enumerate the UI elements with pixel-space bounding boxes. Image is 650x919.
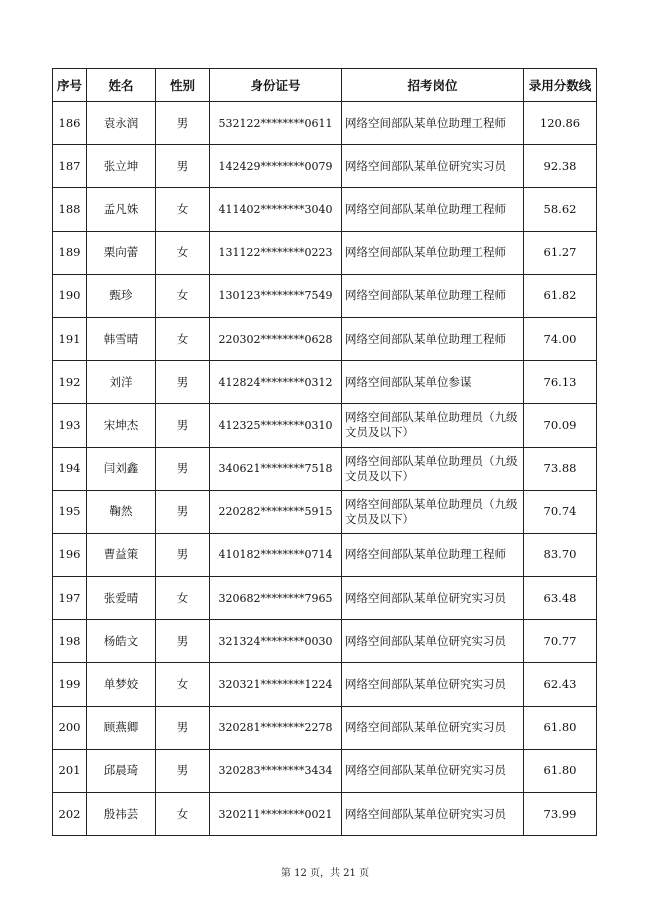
table-row — [53, 577, 597, 620]
row-position: 网络空间部队某单位研究实习员 — [342, 793, 524, 836]
row-gender: 男 — [156, 706, 210, 749]
row-index: 202 — [53, 793, 87, 836]
row-position: 网络空间部队某单位助理工程师 — [342, 188, 524, 231]
row-score-line: 61.80 — [524, 749, 597, 792]
row-id-number: 320281********2278 — [210, 706, 342, 749]
row-score-line: 74.00 — [524, 317, 597, 360]
row-gender: 女 — [156, 577, 210, 620]
row-id-number: 220282********5915 — [210, 490, 342, 533]
row-gender: 女 — [156, 317, 210, 360]
row-index: 200 — [53, 706, 87, 749]
header-gender: 性别 — [156, 69, 210, 102]
row-index: 199 — [53, 663, 87, 706]
row-name: 杨皓文 — [87, 620, 156, 663]
row-gender: 男 — [156, 533, 210, 576]
row-index: 194 — [53, 447, 87, 490]
table-row — [53, 793, 597, 836]
table-row — [53, 145, 597, 188]
row-name: 曹益策 — [87, 533, 156, 576]
row-gender: 女 — [156, 793, 210, 836]
table-body — [53, 102, 597, 836]
table-row — [53, 447, 597, 490]
row-position: 网络空间部队某单位研究实习员 — [342, 706, 524, 749]
row-gender: 女 — [156, 188, 210, 231]
row-score-line: 76.13 — [524, 361, 597, 404]
row-name: 孟凡姝 — [87, 188, 156, 231]
row-score-line: 58.62 — [524, 188, 597, 231]
row-id-number: 321324********0030 — [210, 620, 342, 663]
row-score-line: 70.74 — [524, 490, 597, 533]
row-index: 188 — [53, 188, 87, 231]
row-index: 198 — [53, 620, 87, 663]
table-row — [53, 231, 597, 274]
table-row — [53, 620, 597, 663]
row-id-number: 320321********1224 — [210, 663, 342, 706]
row-id-number: 532122********0611 — [210, 102, 342, 145]
row-name: 张立坤 — [87, 145, 156, 188]
row-index: 197 — [53, 577, 87, 620]
row-index: 193 — [53, 404, 87, 447]
row-score-line: 61.82 — [524, 274, 597, 317]
row-id-number: 410182********0714 — [210, 533, 342, 576]
row-score-line: 120.86 — [524, 102, 597, 145]
row-index: 196 — [53, 533, 87, 576]
row-index: 189 — [53, 231, 87, 274]
row-score-line: 61.27 — [524, 231, 597, 274]
row-id-number: 412325********0310 — [210, 404, 342, 447]
row-score-line: 73.99 — [524, 793, 597, 836]
row-position: 网络空间部队某单位助理员（九级文员及以下） — [342, 404, 524, 447]
row-name: 单梦姣 — [87, 663, 156, 706]
row-score-line: 73.88 — [524, 447, 597, 490]
row-name: 殷祎芸 — [87, 793, 156, 836]
row-index: 187 — [53, 145, 87, 188]
row-name: 闫刘鑫 — [87, 447, 156, 490]
row-position: 网络空间部队某单位助理工程师 — [342, 317, 524, 360]
row-index: 191 — [53, 317, 87, 360]
row-name: 袁永润 — [87, 102, 156, 145]
row-gender: 女 — [156, 231, 210, 274]
row-name: 宋坤杰 — [87, 404, 156, 447]
page-footer: 第 12 页，共 21 页 — [280, 868, 370, 879]
row-position: 网络空间部队某单位助理工程师 — [342, 533, 524, 576]
row-index: 186 — [53, 102, 87, 145]
header-id-number: 身份证号 — [210, 69, 342, 102]
header-index: 序号 — [53, 69, 87, 102]
row-position: 网络空间部队某单位研究实习员 — [342, 145, 524, 188]
row-score-line: 70.77 — [524, 620, 597, 663]
row-score-line: 61.80 — [524, 706, 597, 749]
table-header-row — [53, 69, 597, 102]
row-score-line: 62.43 — [524, 663, 597, 706]
admission-table — [52, 68, 597, 836]
table-row — [53, 404, 597, 447]
row-position: 网络空间部队某单位助理工程师 — [342, 231, 524, 274]
row-gender: 女 — [156, 663, 210, 706]
row-gender: 男 — [156, 102, 210, 145]
table-row — [53, 317, 597, 360]
header-position: 招考岗位 — [342, 69, 524, 102]
row-id-number: 412824********0312 — [210, 361, 342, 404]
row-id-number: 130123********7549 — [210, 274, 342, 317]
table-row — [53, 706, 597, 749]
row-gender: 男 — [156, 404, 210, 447]
row-id-number: 142429********0079 — [210, 145, 342, 188]
row-index: 192 — [53, 361, 87, 404]
table-row — [53, 663, 597, 706]
row-gender: 男 — [156, 620, 210, 663]
row-index: 201 — [53, 749, 87, 792]
row-name: 鞠然 — [87, 490, 156, 533]
row-id-number: 411402********3040 — [210, 188, 342, 231]
row-position: 网络空间部队某单位助理工程师 — [342, 102, 524, 145]
row-position: 网络空间部队某单位研究实习员 — [342, 749, 524, 792]
header-name: 姓名 — [87, 69, 156, 102]
table-row — [53, 274, 597, 317]
row-name: 栗向蕾 — [87, 231, 156, 274]
row-position: 网络空间部队某单位研究实习员 — [342, 663, 524, 706]
row-name: 韩雪晴 — [87, 317, 156, 360]
row-gender: 女 — [156, 274, 210, 317]
row-score-line: 70.09 — [524, 404, 597, 447]
row-id-number: 340621********7518 — [210, 447, 342, 490]
row-score-line: 63.48 — [524, 577, 597, 620]
table-row — [53, 102, 597, 145]
row-position: 网络空间部队某单位参谋 — [342, 361, 524, 404]
table-row — [53, 361, 597, 404]
row-gender: 男 — [156, 361, 210, 404]
table-row — [53, 188, 597, 231]
row-id-number: 320211********0021 — [210, 793, 342, 836]
row-name: 甄珍 — [87, 274, 156, 317]
row-id-number: 320682********7965 — [210, 577, 342, 620]
row-index: 190 — [53, 274, 87, 317]
row-name: 刘洋 — [87, 361, 156, 404]
row-name: 顾燕卿 — [87, 706, 156, 749]
row-score-line: 92.38 — [524, 145, 597, 188]
row-gender: 男 — [156, 447, 210, 490]
row-position: 网络空间部队某单位研究实习员 — [342, 577, 524, 620]
row-position: 网络空间部队某单位助理员（九级文员及以下） — [342, 447, 524, 490]
row-gender: 男 — [156, 749, 210, 792]
row-id-number: 320283********3434 — [210, 749, 342, 792]
header-score-line: 录用分数线 — [524, 69, 597, 102]
table-row — [53, 490, 597, 533]
table-row — [53, 749, 597, 792]
row-id-number: 220302********0628 — [210, 317, 342, 360]
row-position: 网络空间部队某单位研究实习员 — [342, 620, 524, 663]
row-position: 网络空间部队某单位助理工程师 — [342, 274, 524, 317]
row-name: 张爱晴 — [87, 577, 156, 620]
row-id-number: 131122********0223 — [210, 231, 342, 274]
table-row — [53, 533, 597, 576]
row-name: 邱晨琦 — [87, 749, 156, 792]
row-gender: 男 — [156, 145, 210, 188]
row-score-line: 83.70 — [524, 533, 597, 576]
row-index: 195 — [53, 490, 87, 533]
row-gender: 男 — [156, 490, 210, 533]
row-position: 网络空间部队某单位助理员（九级文员及以下） — [342, 490, 524, 533]
